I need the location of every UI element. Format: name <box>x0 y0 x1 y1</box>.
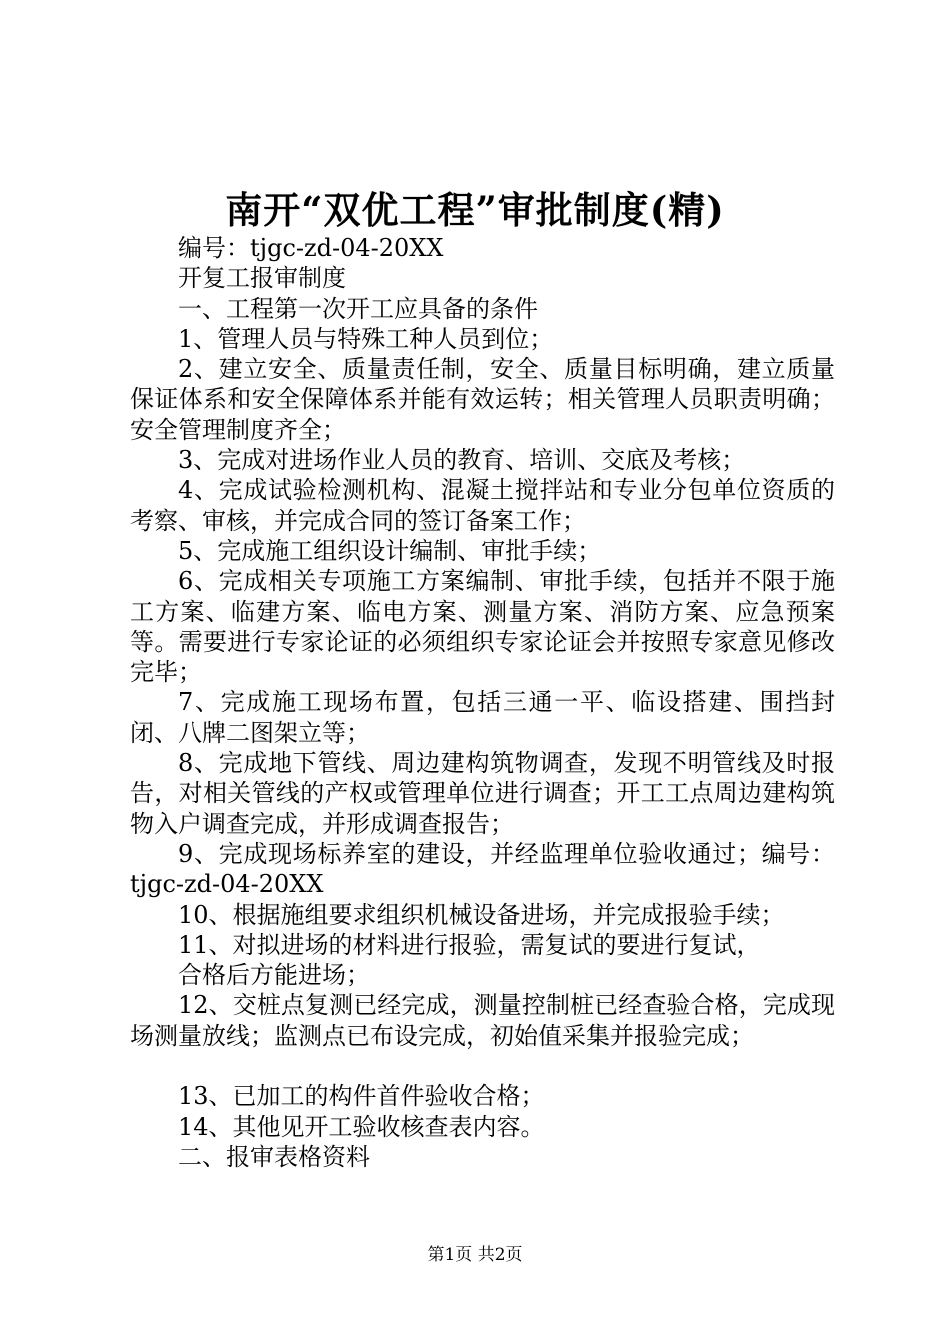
list-item: 3、完成对进场作业人员的教育、培训、交底及考核； <box>178 446 746 475</box>
doc-number: 编号：tjgc-zd-04-20XX <box>178 234 444 262</box>
list-item: 2、建立安全、质量责任制，安全、质量目标明确，建立质量保证体系和安全保障体系并能有效运转；相关管理人员职责明确；安全管理制度齐全； <box>130 355 835 444</box>
list-item: 11、对拟进场的材料进行报验，需复试的要进行复试， <box>178 930 761 959</box>
list-item-continuation: 合格后方能进场； <box>178 961 370 990</box>
subsection-heading: 一、工程第一次开工应具备的条件 <box>178 294 538 323</box>
list-item: 10、根据施组要求组织机械设备进场，并完成报验手续； <box>178 900 785 929</box>
list-item: 8、完成地下管线、周边建构筑物调查，发现不明管线及时报告，对相关管线的产权或管理单位进行调查；开工工点周边建构筑物入户调查完成，并形成调查报告； <box>130 749 835 838</box>
subsection-heading: 二、报审表格资料 <box>178 1142 370 1171</box>
list-item: 13、已加工的构件首件验收合格； <box>178 1082 545 1111</box>
list-item: 4、完成试验检测机构、混凝土搅拌站和专业分包单位资质的考察、审核，并完成合同的签订备案工作； <box>130 476 835 535</box>
list-item: 5、完成施工组织设计编制、审批手续； <box>178 536 602 565</box>
list-item: 6、完成相关专项施工方案编制、审批手续，包括并不限于施工方案、临建方案、临电方案、测量方案、消防方案、应急预案等。需要进行专家论证的必须组织专家论证会并按照专家意见修改完毕； <box>130 567 835 687</box>
section-heading: 开复工报审制度 <box>178 264 346 293</box>
list-item: 7、完成施工现场布置，包括三通一平、临设搭建、围挡封闭、八牌二图架立等； <box>130 688 835 747</box>
page-footer: 第1页 共2页 <box>427 1245 523 1265</box>
blank-line <box>130 1051 835 1081</box>
list-item: 12、交桩点复测已经完成，测量控制桩已经查验合格，完成现场测量放线；监测点已布设完成，初始值采集并报验完成； <box>130 991 835 1050</box>
document-body <box>130 233 835 1172</box>
list-item: 1、管理人员与特殊工种人员到位； <box>178 324 554 353</box>
list-item: 9、完成现场标养室的建设，并经监理单位验收通过；编号：tjgc-zd-04-20XX <box>130 839 835 899</box>
list-item: 14、其他见开工验收核查表内容。 <box>178 1112 545 1141</box>
document-title: 南开“双优工程”审批制度(精) <box>225 188 725 232</box>
